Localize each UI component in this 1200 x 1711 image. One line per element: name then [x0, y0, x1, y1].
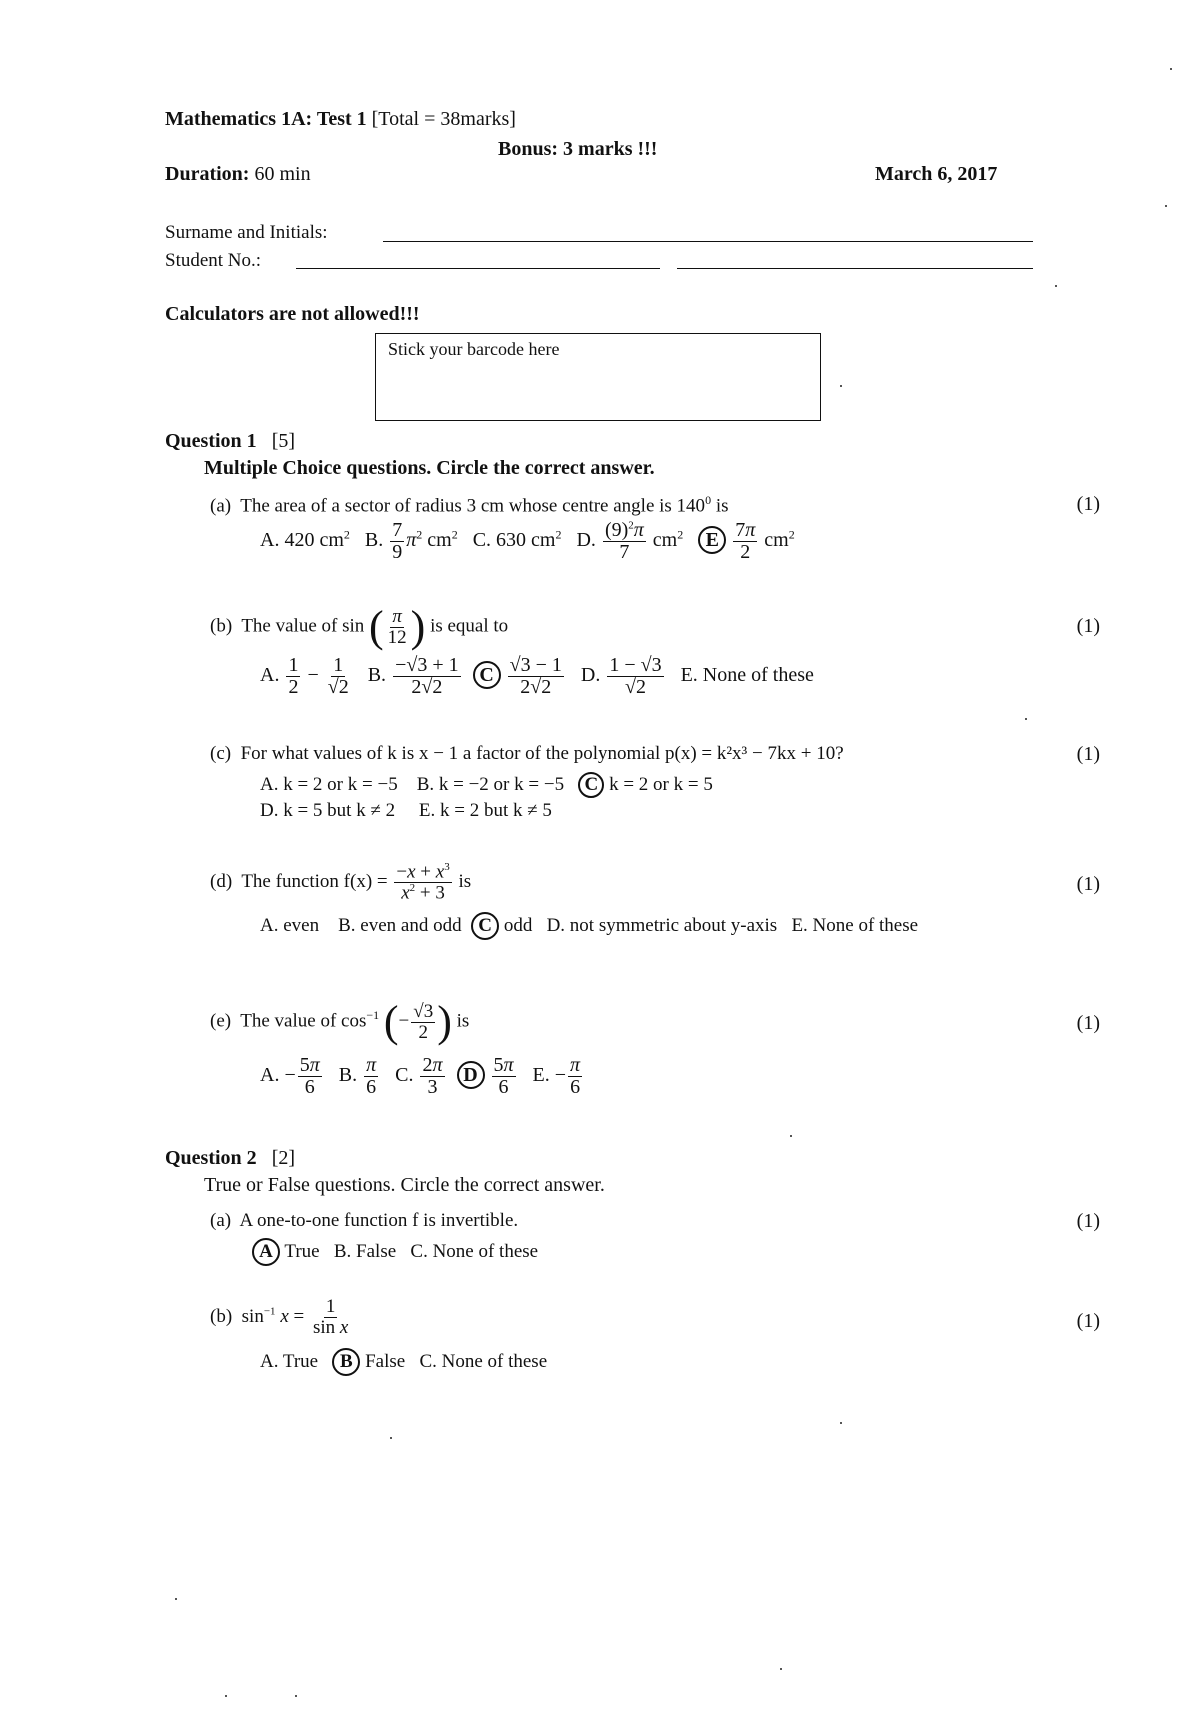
- course-title: Mathematics 1A: Test 1 [Total = 38marks]: [165, 108, 516, 130]
- q2b-marks: (1): [1076, 1310, 1100, 1332]
- q2a-options: [252, 1238, 538, 1266]
- q1e-option-d-selected[interactable]: D $\frac{5\pi}{6}$: [457, 1064, 518, 1086]
- q1a-option-e-selected[interactable]: E $\frac{7\pi}{2}$ $cm^2$: [698, 529, 794, 551]
- scan-speck: [1025, 718, 1027, 720]
- circle-mark-icon: E: [698, 526, 726, 554]
- q2a-option-a-selected[interactable]: True: [284, 1241, 320, 1262]
- q1a-question: (a) The area of a sector of radius 3 cm whose centre angle is $140^0$ is: [210, 493, 729, 517]
- scan-speck: [295, 1695, 297, 1697]
- q1b-marks: (1): [1076, 615, 1100, 637]
- scan-speck: [225, 1695, 227, 1697]
- scan-speck: [1055, 285, 1057, 287]
- scan-speck: [1170, 68, 1172, 70]
- q1d-option-b[interactable]: B. even and odd: [338, 915, 462, 936]
- scan-speck: [790, 1135, 792, 1137]
- bonus-text: Bonus: 3 marks !!!: [498, 138, 658, 160]
- q2b-question: (b) $\sin^{-1} x$ = $\frac{1}{\text{sin x}}$: [210, 1296, 349, 1338]
- q1c-option-a[interactable]: A. k = 2 or k = −5: [260, 774, 398, 795]
- q1d-question: (d) The function f(x) = $\frac{-x + x^3}{x^2 + 3}$ is: [210, 861, 472, 904]
- q2b-option-a[interactable]: A. True: [260, 1351, 319, 1372]
- total-marks: [Total = 38marks]: [371, 108, 516, 130]
- q2-title: Question 2 [2]: [165, 1147, 296, 1169]
- q1b-options: [260, 655, 814, 698]
- circle-mark-icon: C: [473, 661, 501, 689]
- scan-speck: [840, 385, 842, 387]
- q2a-option-b[interactable]: B. False: [333, 1241, 397, 1262]
- q1a-option-b[interactable]: B. $\frac{7}{9}$ $\pi^2$ $cm^2$: [364, 519, 458, 563]
- q1b-option-b[interactable]: B. $\frac{-√3 + 1}{2√2}$: [367, 654, 459, 698]
- q1b-option-c-selected[interactable]: C $\frac{√3 - 1}{2√2}$: [473, 664, 566, 686]
- q2b-option-b-selected[interactable]: False: [365, 1351, 406, 1372]
- student-number-field-1[interactable]: [296, 268, 660, 269]
- scan-speck: [840, 1422, 842, 1424]
- barcode-label: Stick your barcode here: [388, 339, 560, 359]
- q1e-options: [260, 1055, 584, 1098]
- q2b-options: [260, 1348, 547, 1376]
- q1a-options: [260, 520, 795, 563]
- student-number-field-2[interactable]: [677, 268, 1033, 269]
- q1c-option-c-selected[interactable]: k = 2 or k = 5: [609, 774, 713, 795]
- q1d-options: [260, 912, 918, 940]
- surname-field[interactable]: [383, 241, 1033, 242]
- surname-label: Surname and Initials:: [165, 222, 328, 243]
- q1-instruction: Multiple Choice questions. Circle the correct answer.: [204, 457, 655, 479]
- q1d-option-d[interactable]: D. not symmetric about y-axis: [546, 915, 778, 936]
- q1c-question: (c) For what values of k is x − 1 a factor of the polynomial p(x) = k²x³ − 7kx + 10?: [210, 743, 844, 764]
- q1b-question: (b) The value of sin ( $\frac{\pi}{12}$ ) is equal to: [210, 602, 509, 651]
- q1c-option-b[interactable]: B. k = −2 or k = −5: [416, 774, 565, 795]
- q1b-option-a[interactable]: A. $\frac{1}{2}$ − $\frac{1}{√2}$: [260, 654, 349, 698]
- q1b-option-d[interactable]: D. $\frac{1 - √3}{√2}$: [580, 654, 662, 698]
- q1e-option-e[interactable]: E. − $\frac{\pi}{6}$: [532, 1054, 581, 1098]
- q1-title: Question 1 [5]: [165, 430, 296, 452]
- q1d-marks: (1): [1076, 873, 1100, 895]
- scan-speck: [1165, 205, 1167, 207]
- q1d-option-e[interactable]: E. None of these: [791, 915, 919, 936]
- circle-mark-icon: C: [578, 772, 604, 798]
- q2a-option-c[interactable]: C. None of these: [410, 1241, 539, 1262]
- q2a-question: (a) A one-to-one function f is invertible.: [210, 1210, 519, 1231]
- q1e-option-c[interactable]: C. $\frac{2\pi}{3}$: [395, 1054, 443, 1098]
- q1c-option-d[interactable]: D. k = 5 but k ≠ 2: [260, 800, 396, 821]
- q1a-option-c[interactable]: C. 630 $cm^2$: [472, 527, 562, 552]
- q1c-options-row2: [260, 800, 552, 822]
- q1b-option-e[interactable]: E. None of these: [680, 664, 814, 687]
- q1c-option-e[interactable]: E. k = 2 but k ≠ 5: [418, 800, 552, 821]
- q1c-options-row1: [260, 772, 713, 798]
- circle-mark-icon: B: [332, 1348, 360, 1376]
- q1e-option-b[interactable]: B. $\frac{\pi}{6}$: [338, 1054, 377, 1098]
- circle-mark-icon: A: [252, 1238, 280, 1266]
- q1a-option-a[interactable]: A. 420 $cm^2$: [260, 527, 350, 552]
- q2b-option-c[interactable]: C. None of these: [419, 1351, 548, 1372]
- q1e-option-a[interactable]: A. − $\frac{5\pi}{6}$: [260, 1054, 320, 1098]
- q2-instruction: True or False questions. Circle the correct answer.: [204, 1174, 605, 1196]
- circle-mark-icon: D: [457, 1061, 485, 1089]
- scan-speck: [390, 1437, 392, 1439]
- scan-speck: [780, 1668, 782, 1670]
- q1c-marks: (1): [1076, 743, 1100, 765]
- q1e-question: (e) The value of $\cos^{-1}$ (− $\frac{√3}{2}$ ) is: [210, 997, 470, 1046]
- student-number-label: Student No.:: [165, 250, 262, 271]
- q1a-option-d[interactable]: D. $\frac{(9)^2\pi}{7}$ $cm^2$: [576, 519, 684, 563]
- calculators-note: Calculators are not allowed!!!: [165, 303, 420, 325]
- scan-speck: [175, 1598, 177, 1600]
- q2a-marks: (1): [1076, 1210, 1100, 1232]
- barcode-box: [375, 333, 821, 421]
- circle-mark-icon: C: [471, 912, 499, 940]
- q1a-marks: (1): [1076, 493, 1100, 515]
- q1d-option-a[interactable]: A. even: [260, 915, 320, 936]
- q1d-option-c-selected[interactable]: odd: [503, 915, 533, 936]
- exam-date: March 6, 2017: [875, 163, 998, 185]
- q1e-marks: (1): [1076, 1012, 1100, 1034]
- duration: Duration: 60 min: [165, 163, 311, 185]
